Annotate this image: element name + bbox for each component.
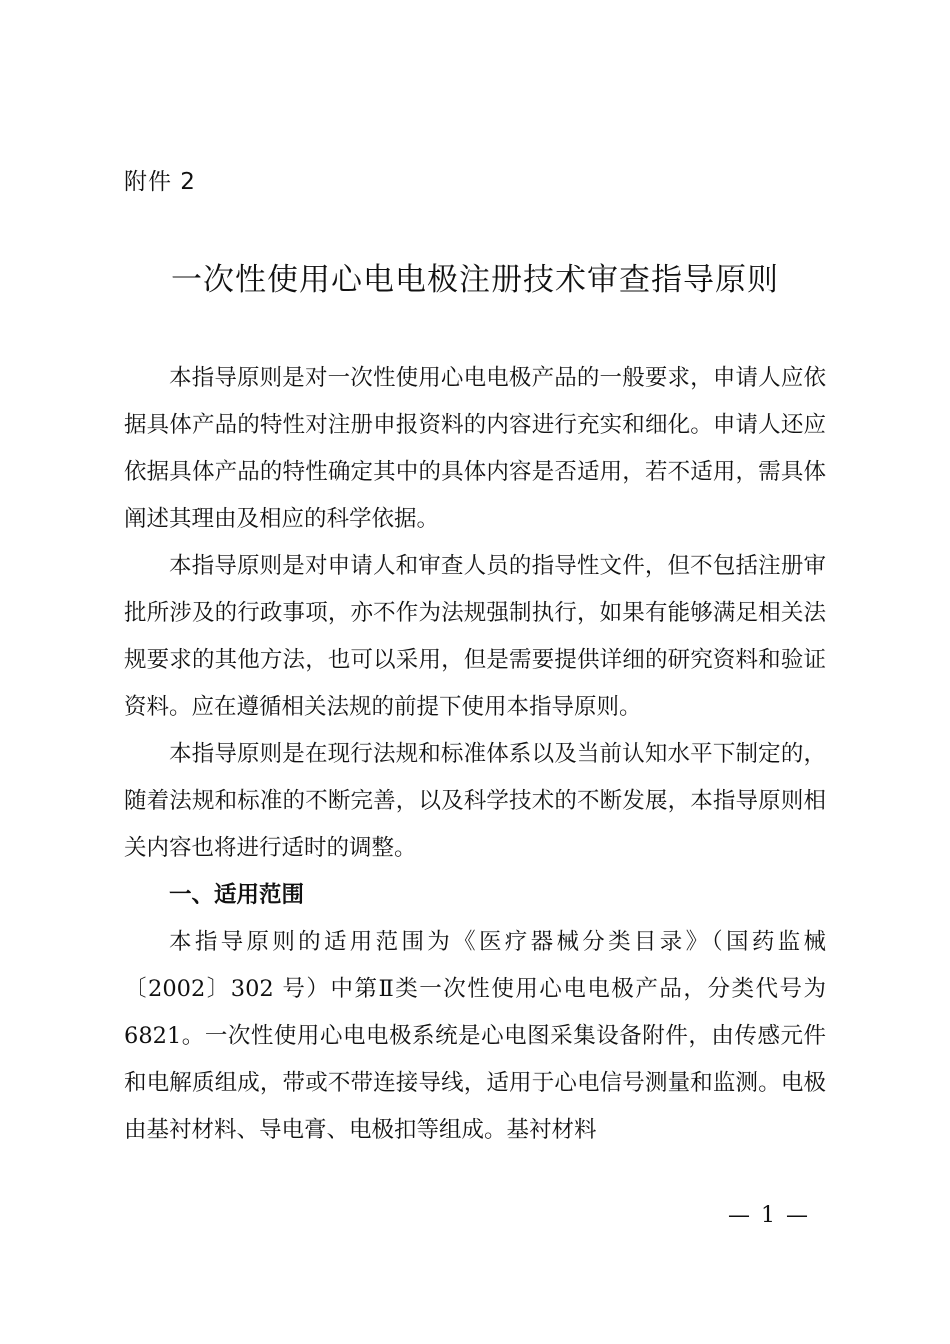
paragraph-scope-note: 本指导原则是对一次性使用心电电极产品的一般要求，申请人应依据具体产品的特性对注册申报资料的内容进行充实和细化。申请人还应依据具体产品的特性确定其中的具体内容是否适用，若不适用，需具体阐述其理由及相应的科学依据。 <box>124 365 826 532</box>
paragraph-scope-definition: 本指导原则的适用范围为《医疗器械分类目录》（国药监械〔2002〕302 号）中第Ⅱ类一次性使用心电电极产品，分类代号为 6821。一次性使用心电电极系统是心电图采集设备附件，由传感元件和电解质组成，带或不带连接导线，适用于心电信号测量和监测。电极由基衬材料、导电膏、电极扣等组成。基衬材料 <box>124 929 826 1143</box>
section-heading-scope: 一、适用范围 <box>169 882 305 908</box>
page-number: — 1 — <box>728 1203 810 1228</box>
attachment-label: 附件 2 <box>124 169 196 195</box>
paragraph-revision-note: 本指导原则是在现行法规和标准体系以及当前认知水平下制定的，随着法规和标准的不断完善，以及科学技术的不断发展，本指导原则相关内容也将进行适时的调整。 <box>124 741 826 861</box>
paragraph-guidance-nature: 本指导原则是对申请人和审查人员的指导性文件，但不包括注册审批所涉及的行政事项，亦不作为法规强制执行，如果有能够满足相关法规要求的其他方法，也可以采用，但是需要提供详细的研究资料和验证资料。应在遵循相关法规的前提下使用本指导原则。 <box>124 553 826 720</box>
document-title: 一次性使用心电电极注册技术审查指导原则 <box>171 262 779 298</box>
document-body <box>124 355 826 1154</box>
